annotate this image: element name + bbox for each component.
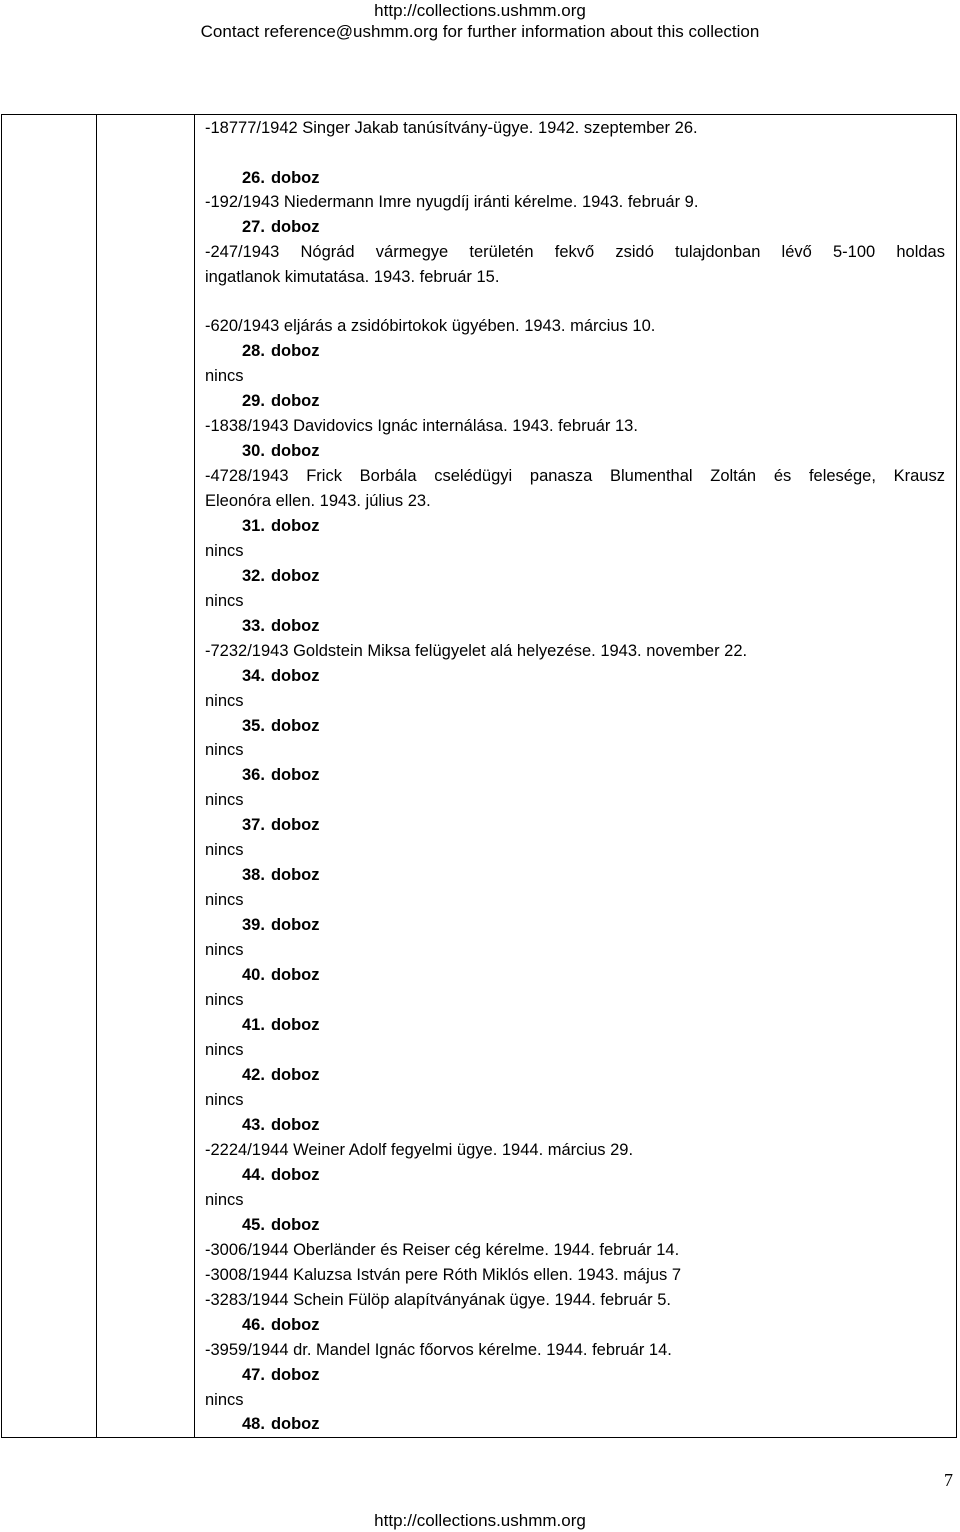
box-label: doboz (270, 1116, 320, 1134)
entry-line: nincs (205, 741, 244, 759)
box-heading (242, 341, 320, 361)
box-heading (242, 217, 320, 237)
entry-line: -3283/1944 Schein Fülöp alapítványának ügye. 1944. február 5. (205, 1291, 671, 1309)
entry-line: -3008/1944 Kaluzsa István pere Róth Miklós ellen. 1943. május 7 (205, 1266, 682, 1284)
box-heading (242, 566, 320, 586)
entry-line: nincs (205, 941, 244, 959)
box-label: doboz (270, 1166, 320, 1184)
box-number: 37. (242, 816, 265, 834)
box-label: doboz (270, 342, 320, 360)
box-number: 34. (242, 667, 265, 685)
box-heading (242, 168, 320, 188)
entry-line: nincs (205, 692, 244, 710)
box-number: 45. (242, 1216, 265, 1234)
box-heading (242, 765, 320, 785)
box-heading (242, 616, 320, 636)
box-number: 32. (242, 567, 265, 585)
entry-line: nincs (205, 542, 244, 560)
entry-line: -4728/1943 Frick Borbála cselédügyi panasza Blumenthal Zoltán és felesége, Krausz (205, 467, 945, 485)
box-heading (242, 965, 320, 985)
box-heading (242, 716, 320, 736)
box-heading (242, 1315, 320, 1335)
box-number: 39. (242, 916, 265, 934)
entry-line: -247/1943 Nógrád vármegye területén fekvő zsidó tulajdonban lévő 5-100 holdas (205, 243, 945, 261)
box-number: 48. (242, 1415, 265, 1433)
box-heading (242, 915, 320, 935)
entry-line: -18777/1942 Singer Jakab tanúsítvány-ügye. 1942. szeptember 26. (205, 119, 698, 137)
entry-line: nincs (205, 891, 244, 909)
box-number: 38. (242, 866, 265, 884)
box-label: doboz (270, 717, 320, 735)
box-number: 29. (242, 392, 265, 410)
box-heading (242, 666, 320, 686)
entry-line: -3006/1944 Oberländer és Reiser cég kérelme. 1944. február 14. (205, 1241, 680, 1259)
entry-line: nincs (205, 841, 244, 859)
footer-url: http://collections.ushmm.org (374, 1511, 586, 1530)
box-number: 43. (242, 1116, 265, 1134)
box-label: doboz (270, 218, 320, 236)
box-label: doboz (270, 392, 320, 410)
box-label: doboz (270, 1216, 320, 1234)
box-heading (242, 815, 320, 835)
box-label: doboz (270, 766, 320, 784)
box-number: 28. (242, 342, 265, 360)
entry-line: nincs (205, 991, 244, 1009)
box-number: 26. (242, 169, 265, 187)
entry-line: -2224/1944 Weiner Adolf fegyelmi ügye. 1944. március 29. (205, 1141, 634, 1159)
box-heading (242, 1015, 320, 1035)
entry-line: nincs (205, 1041, 244, 1059)
box-number: 27. (242, 218, 265, 236)
box-label: doboz (270, 617, 320, 635)
box-label: doboz (270, 1415, 320, 1433)
page-number: 7 (944, 1470, 953, 1490)
table-column-1 (2, 115, 97, 1437)
table-column-2 (97, 115, 195, 1437)
box-label: doboz (270, 816, 320, 834)
box-number: 47. (242, 1366, 265, 1384)
box-number: 31. (242, 517, 265, 535)
box-number: 40. (242, 966, 265, 984)
box-label: doboz (270, 1316, 320, 1334)
box-number: 41. (242, 1016, 265, 1034)
box-label: doboz (270, 1016, 320, 1034)
box-label: doboz (270, 1366, 320, 1384)
box-number: 36. (242, 766, 265, 784)
box-number: 44. (242, 1166, 265, 1184)
box-label: doboz (270, 667, 320, 685)
box-number: 35. (242, 717, 265, 735)
box-label: doboz (270, 966, 320, 984)
box-heading (242, 865, 320, 885)
entry-line: ingatlanok kimutatása. 1943. február 15. (205, 268, 500, 286)
box-heading (242, 1365, 320, 1385)
box-heading (242, 516, 320, 536)
box-label: doboz (270, 1066, 320, 1084)
box-heading (242, 1215, 320, 1235)
entry-line: nincs (205, 1091, 244, 1109)
box-heading (242, 1065, 320, 1085)
entry-line: -1838/1943 Davidovics Ignác internálása. 1943. február 13. (205, 417, 638, 435)
entry-line: nincs (205, 791, 244, 809)
box-label: doboz (270, 916, 320, 934)
box-label: doboz (270, 169, 320, 187)
box-heading (242, 1115, 320, 1135)
header-url: http://collections.ushmm.org (374, 1, 586, 20)
entry-line: Eleonóra ellen. 1943. július 23. (205, 492, 431, 510)
box-number: 46. (242, 1316, 265, 1334)
entry-line: -3959/1944 dr. Mandel Ignác főorvos kérelme. 1944. február 14. (205, 1341, 672, 1359)
entry-line: -620/1943 eljárás a zsidóbirtokok ügyében. 1943. március 10. (205, 317, 656, 335)
box-label: doboz (270, 567, 320, 585)
entry-line: nincs (205, 592, 244, 610)
box-label: doboz (270, 517, 320, 535)
entry-line: -7232/1943 Goldstein Miksa felügyelet alá helyezése. 1943. november 22. (205, 642, 748, 660)
box-label: doboz (270, 866, 320, 884)
entry-line: nincs (205, 1191, 244, 1209)
box-heading (242, 1414, 320, 1434)
box-label: doboz (270, 442, 320, 460)
box-number: 30. (242, 442, 265, 460)
entry-line: nincs (205, 1391, 244, 1409)
box-heading (242, 1165, 320, 1185)
box-number: 42. (242, 1066, 265, 1084)
header-contact: Contact reference@ushmm.org for further information about this collection (200, 22, 760, 41)
box-heading (242, 441, 320, 461)
box-number: 33. (242, 617, 265, 635)
box-heading (242, 391, 320, 411)
entry-line: nincs (205, 367, 244, 385)
entry-line: -192/1943 Niedermann Imre nyugdíj iránti kérelme. 1943. február 9. (205, 193, 699, 211)
